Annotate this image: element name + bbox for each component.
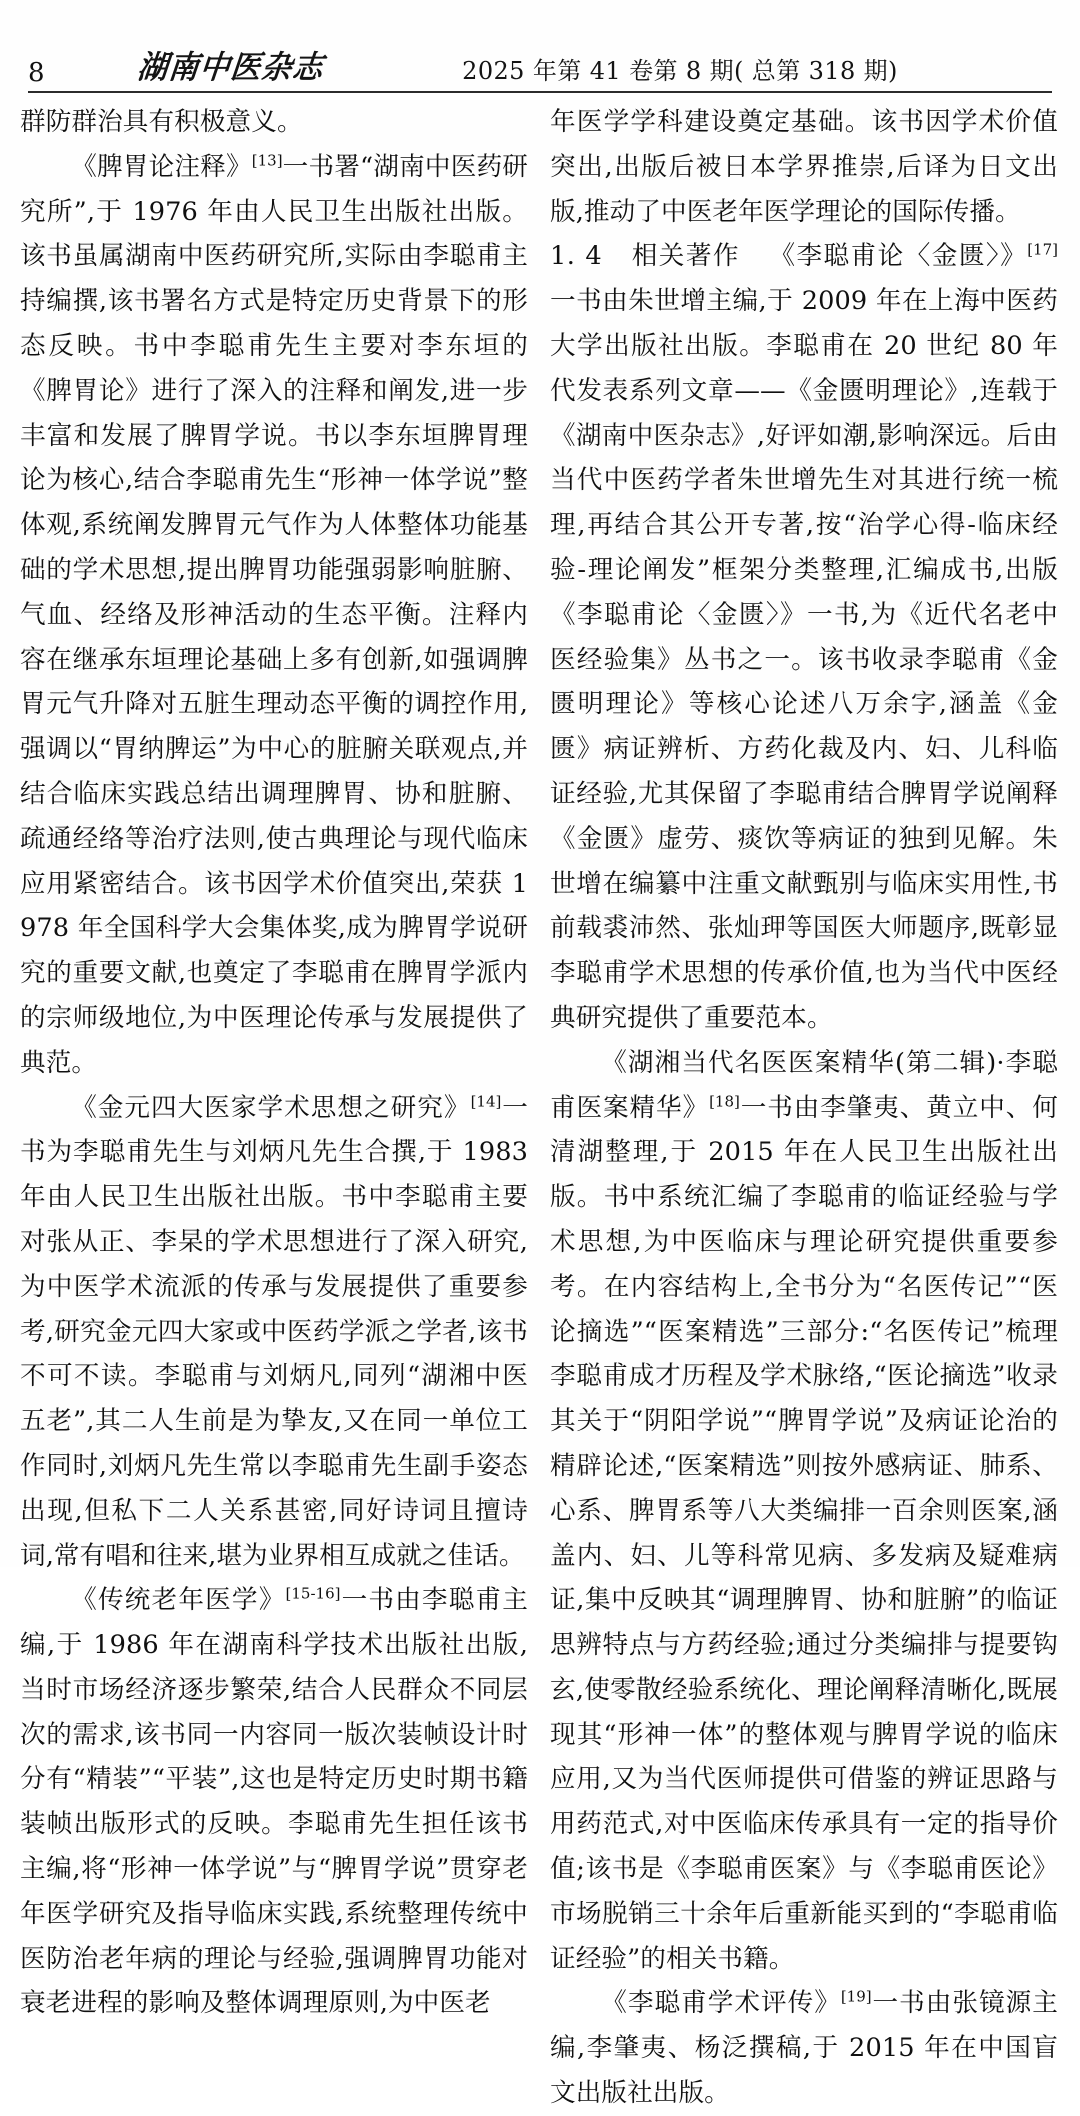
- section-title: 相关著作: [630, 241, 740, 272]
- paragraph-continued-qunfang: [20, 100, 528, 145]
- text-run: 一书由李聪甫主编,于 1986 年在湖南科学技术出版社出版,当时市场经济逐步繁荣,结合人民群众不同层次的需求,该书同一内容同一版次装帧设计时分有“精装”“平装”,这也是特定历史时期书籍装帧出版形式的反映。李聪甫先生担任该书主编,将“形神一体学说”与“脾胃学说”贯穿老年医学研究及指导临床实践,系统整理传统中医防治老年病的理论与经验,强调脾胃功能对衰老进程的影响及整体调理原则,为中医老: [20, 1585, 528, 2019]
- reference-citation[interactable]: [19]: [840, 1987, 872, 2006]
- text-run: 《李聪甫学术评传》: [601, 1988, 841, 2019]
- reference-citation[interactable]: [17]: [1027, 240, 1058, 259]
- paragraph-continued-nianyixue: [550, 100, 1058, 234]
- text-run: 一书由朱世增主编,于 2009 年在上海中医药大学出版社出版。李聪甫在 20 世纪 80 年代发表系列文章——《金匮明理论》,连载于《湖南中医杂志》,好评如潮,影响深远。后由当代中医药学者朱世增先生对其进行统一梳理,再结合其公开专著,按“治学心得-临床经验-理论阐发”框架分类整理,汇编成书,出版《李聪甫论〈金匮〉》一书,为《近代名老中医经验集》丛书之一。该书收录李聪甫《金匮明理论》等核心论述八万余字,涵盖《金匮》病证辨析、方药化裁及内、妇、儿科临证经验,尤其保留了李聪甫结合脾胃学说阐释《金匮》虚劳、痰饮等病证的独到见解。朱世增在编纂中注重文献甄别与临床实用性,书前载裘沛然、张灿玾等国医大师题序,既彰显李聪甫学术思想的传承价值,也为当代中医经典研究提供了重要范本。: [550, 286, 1058, 1033]
- text-run: 一书由李肇夷、黄立中、何清湖整理,于 2015 年在人民卫生出版社出版。书中系统汇编了李聪甫的临证经验与学术思想,为中医临床与理论研究提供重要参考。在内容结构上,全书分为“名医传记”“医论摘选”“医案精选”三部分:“名医传记”梳理李聪甫成才历程及学术脉络,“医论摘选”收录其关于“阴阳学说”“脾胃学说”及病证论治的精辟论述,“医案精选”则按外感病证、肺系、心系、脾胃系等八大类编排一百余则医案,涵盖内、妇、儿等科常见病、多发病及疑难病证,集中反映其“调理脾胃、协和脏腑”的临证思辨特点与方药经验;通过分类编排与提要钩玄,使零散经验系统化、理论阐释清晰化,既展现其“形神一体”的整体观与脾胃学说的临床应用,又为当代医师提供可借鉴的辨证思路与用药范式,对中医临床传承具有一定的指导价值;该书是《李聪甫医案》与《李聪甫医论》市场脱销三十余年后重新能买到的“李聪甫临证经验”的相关书籍。: [550, 1092, 1059, 1974]
- text-run: 《李聪甫论〈金匮〉》: [768, 241, 1028, 272]
- running-head: [28, 34, 1052, 93]
- paragraph-section-1-4: [550, 234, 1058, 1040]
- paragraph-piweilun-zhushi: [20, 145, 528, 1086]
- journal-title: 湖南中医杂志: [135, 49, 326, 87]
- right-column: [550, 100, 1059, 2109]
- text-run: 《湖湘当代名医医案精华(第二辑)·李聪甫医案精华》: [550, 1047, 1058, 1123]
- text-run: 一书由张镜源主编,李肇夷、杨泛撰稿,于 2015 年在中国盲文出版社出版。: [550, 1988, 1059, 2109]
- paragraph-xueshu-pingzhuan: [550, 1981, 1058, 2115]
- paragraph-jinyuan-sidajia: [20, 1086, 528, 1579]
- issue-info: 2025 年第 41 卷第 8 期( 总第 318 期): [462, 57, 898, 85]
- paragraph-chuantong-laonian-yixue: [20, 1578, 528, 2026]
- page-number: 8: [28, 58, 45, 88]
- section-number: 1. 4: [550, 241, 603, 272]
- body-columns: [20, 100, 1060, 2109]
- text-run: 《金元四大医家学术思想之研究》: [71, 1092, 471, 1123]
- reference-citation[interactable]: [18]: [709, 1092, 740, 1110]
- text-run: 《传统老年医学》: [71, 1585, 286, 1616]
- reference-citation[interactable]: [14]: [470, 1092, 502, 1110]
- reference-citation[interactable]: [13]: [251, 151, 283, 170]
- text-run: 《脾胃论注释》: [71, 151, 252, 182]
- journal-masthead: [135, 42, 368, 87]
- reference-citation[interactable]: [15-16]: [285, 1584, 341, 1603]
- paragraph-huxiang-yian-jinghua: [550, 1041, 1058, 1982]
- text-run: 年医学学科建设奠定基础。该书因学术价值突出,出版后被日本学界推崇,后译为日文出版,推动了中医老年医学理论的国际传播。: [550, 107, 1058, 227]
- left-column: [20, 100, 529, 2019]
- text-run: 一书署“湖南中医药研究所”,于 1976 年由人民卫生出版社出版。该书虽属湖南中医药研究所,实际由李聪甫主持编撰,该书署名方式是特定历史背景下的形态反映。书中李聪甫先生主要对李东垣的《脾胃论》进行了深入的注释和阐发,进一步丰富和发展了脾胃学说。书以李东垣脾胃理论为核心,结合李聪甫先生“形神一体学说”整体观,系统阐发脾胃元气作为人体整体功能基础的学术思想,提出脾胃功能强弱影响脏腑、气血、经络及形神活动的生态平衡。注释内容在继承东垣理论基础上多有创新,如强调脾胃元气升降对五脏生理动态平衡的调控作用,强调以“胃纳脾运”为中心的脏腑关联观点,并结合临床实践总结出调理脾胃、协和脏腑、疏通经络等治疗法则,使古典理论与现代临床应用紧密结合。该书因学术价值突出,荣获 1978 年全国科学大会集体奖,成为脾胃学说研究的重要文献,也奠定了李聪甫在脾胃学派内的宗师级地位,为中医理论传承与发展提供了典范。: [20, 151, 529, 1078]
- text-run: 群防群治具有积极意义。: [20, 107, 303, 137]
- text-run: 一书为李聪甫先生与刘炳凡先生合撰,于 1983 年由人民卫生出版社出版。书中李聪甫主要对张从正、李杲的学术思想进行了深入研究,为中医学术流派的传承与发展提供了重要参考,研究金元四大家或中医药学派之学者,该书不可不读。李聪甫与刘炳凡,同列“湖湘中医五老”,其二人生前是为挚友,又在同一单位工作同时,刘炳凡先生常以李聪甫先生副手姿态出现,但私下二人关系甚密,同好诗词且擅诗词,常有唱和往来,堪为业界相互成就之佳话。: [20, 1092, 528, 1571]
